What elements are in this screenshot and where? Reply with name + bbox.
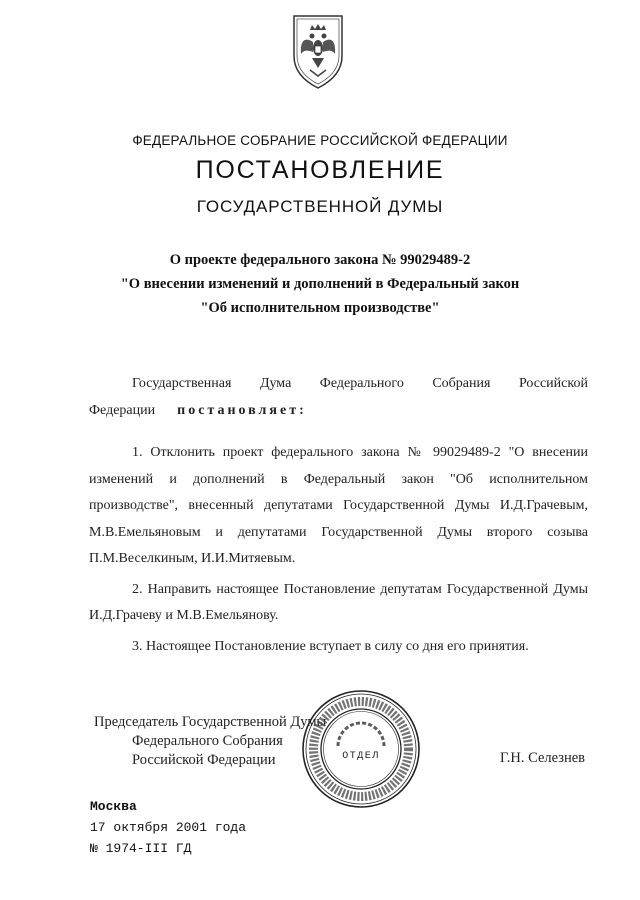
resolution-point: 1. Отклонить проект федерального закона № 99029489-2 "О внесении изменений и дополнений в Федеральный закон "Об исполнительном производстве", внесенный депутатами Государственной Думы И.Д.Грачевым, М.В.Емельяновым и депутатами Государственной Думы второго созыва П.М.Веселкиным, И.И.Митяевым. <box>89 445 588 566</box>
organization-name: ФЕДЕРАЛЬНОЕ СОБРАНИЕ РОССИЙСКОЙ ФЕДЕРАЦИИ <box>132 133 508 148</box>
coat-of-arms-icon <box>288 12 348 90</box>
place-of-signing: Москва <box>90 799 137 814</box>
document-number: № 1974-III ГД <box>90 841 192 856</box>
document-title: ПОСТАНОВЛЕНИЕ <box>195 156 445 184</box>
preamble-line <box>89 370 588 397</box>
preamble-word: Государственная <box>132 376 232 391</box>
document-footer <box>90 796 246 859</box>
signer-name: Г.Н. Селезнев <box>500 750 585 766</box>
seal-center-text: ОТДЕЛ <box>342 751 380 762</box>
subject-line: "О внесении изменений и дополнений в Федеральный закон <box>120 276 520 292</box>
preamble-word: Российской <box>518 376 588 391</box>
signature-block <box>94 713 326 770</box>
official-seal <box>300 688 422 810</box>
resolution-subject <box>100 248 540 320</box>
subject-line: "Об исполнительном производстве" <box>200 300 440 316</box>
preamble-line <box>89 397 588 424</box>
preamble-word: Федерального <box>319 376 404 391</box>
preamble-word: Федерации <box>89 403 156 418</box>
preamble-word: Дума <box>259 376 292 391</box>
subject-line: О проекте федерального закона № 99029489-2 <box>169 252 471 268</box>
resolution-point: 3. Настоящее Постановление вступает в силу со дня его принятия. <box>132 638 529 654</box>
signer-title: Федерального Собрания <box>132 733 283 749</box>
signing-date: 17 октября 2001 года <box>90 820 247 835</box>
signer-title: Российской Федерации <box>132 752 276 768</box>
resolution-point: 2. Направить настоящее Постановление депутатам Государственной Думы И.Д.Грачеву и М.В.Емельянову. <box>89 581 588 623</box>
resolution-points <box>89 440 588 660</box>
signer-title: Председатель Государственной Думы <box>94 714 327 730</box>
document-subtitle: ГОСУДАРСТВЕННОЙ ДУМЫ <box>196 197 444 216</box>
preamble-verb: постановляет: <box>177 403 307 418</box>
preamble-word: Собрания <box>432 376 491 391</box>
preamble <box>89 370 588 424</box>
